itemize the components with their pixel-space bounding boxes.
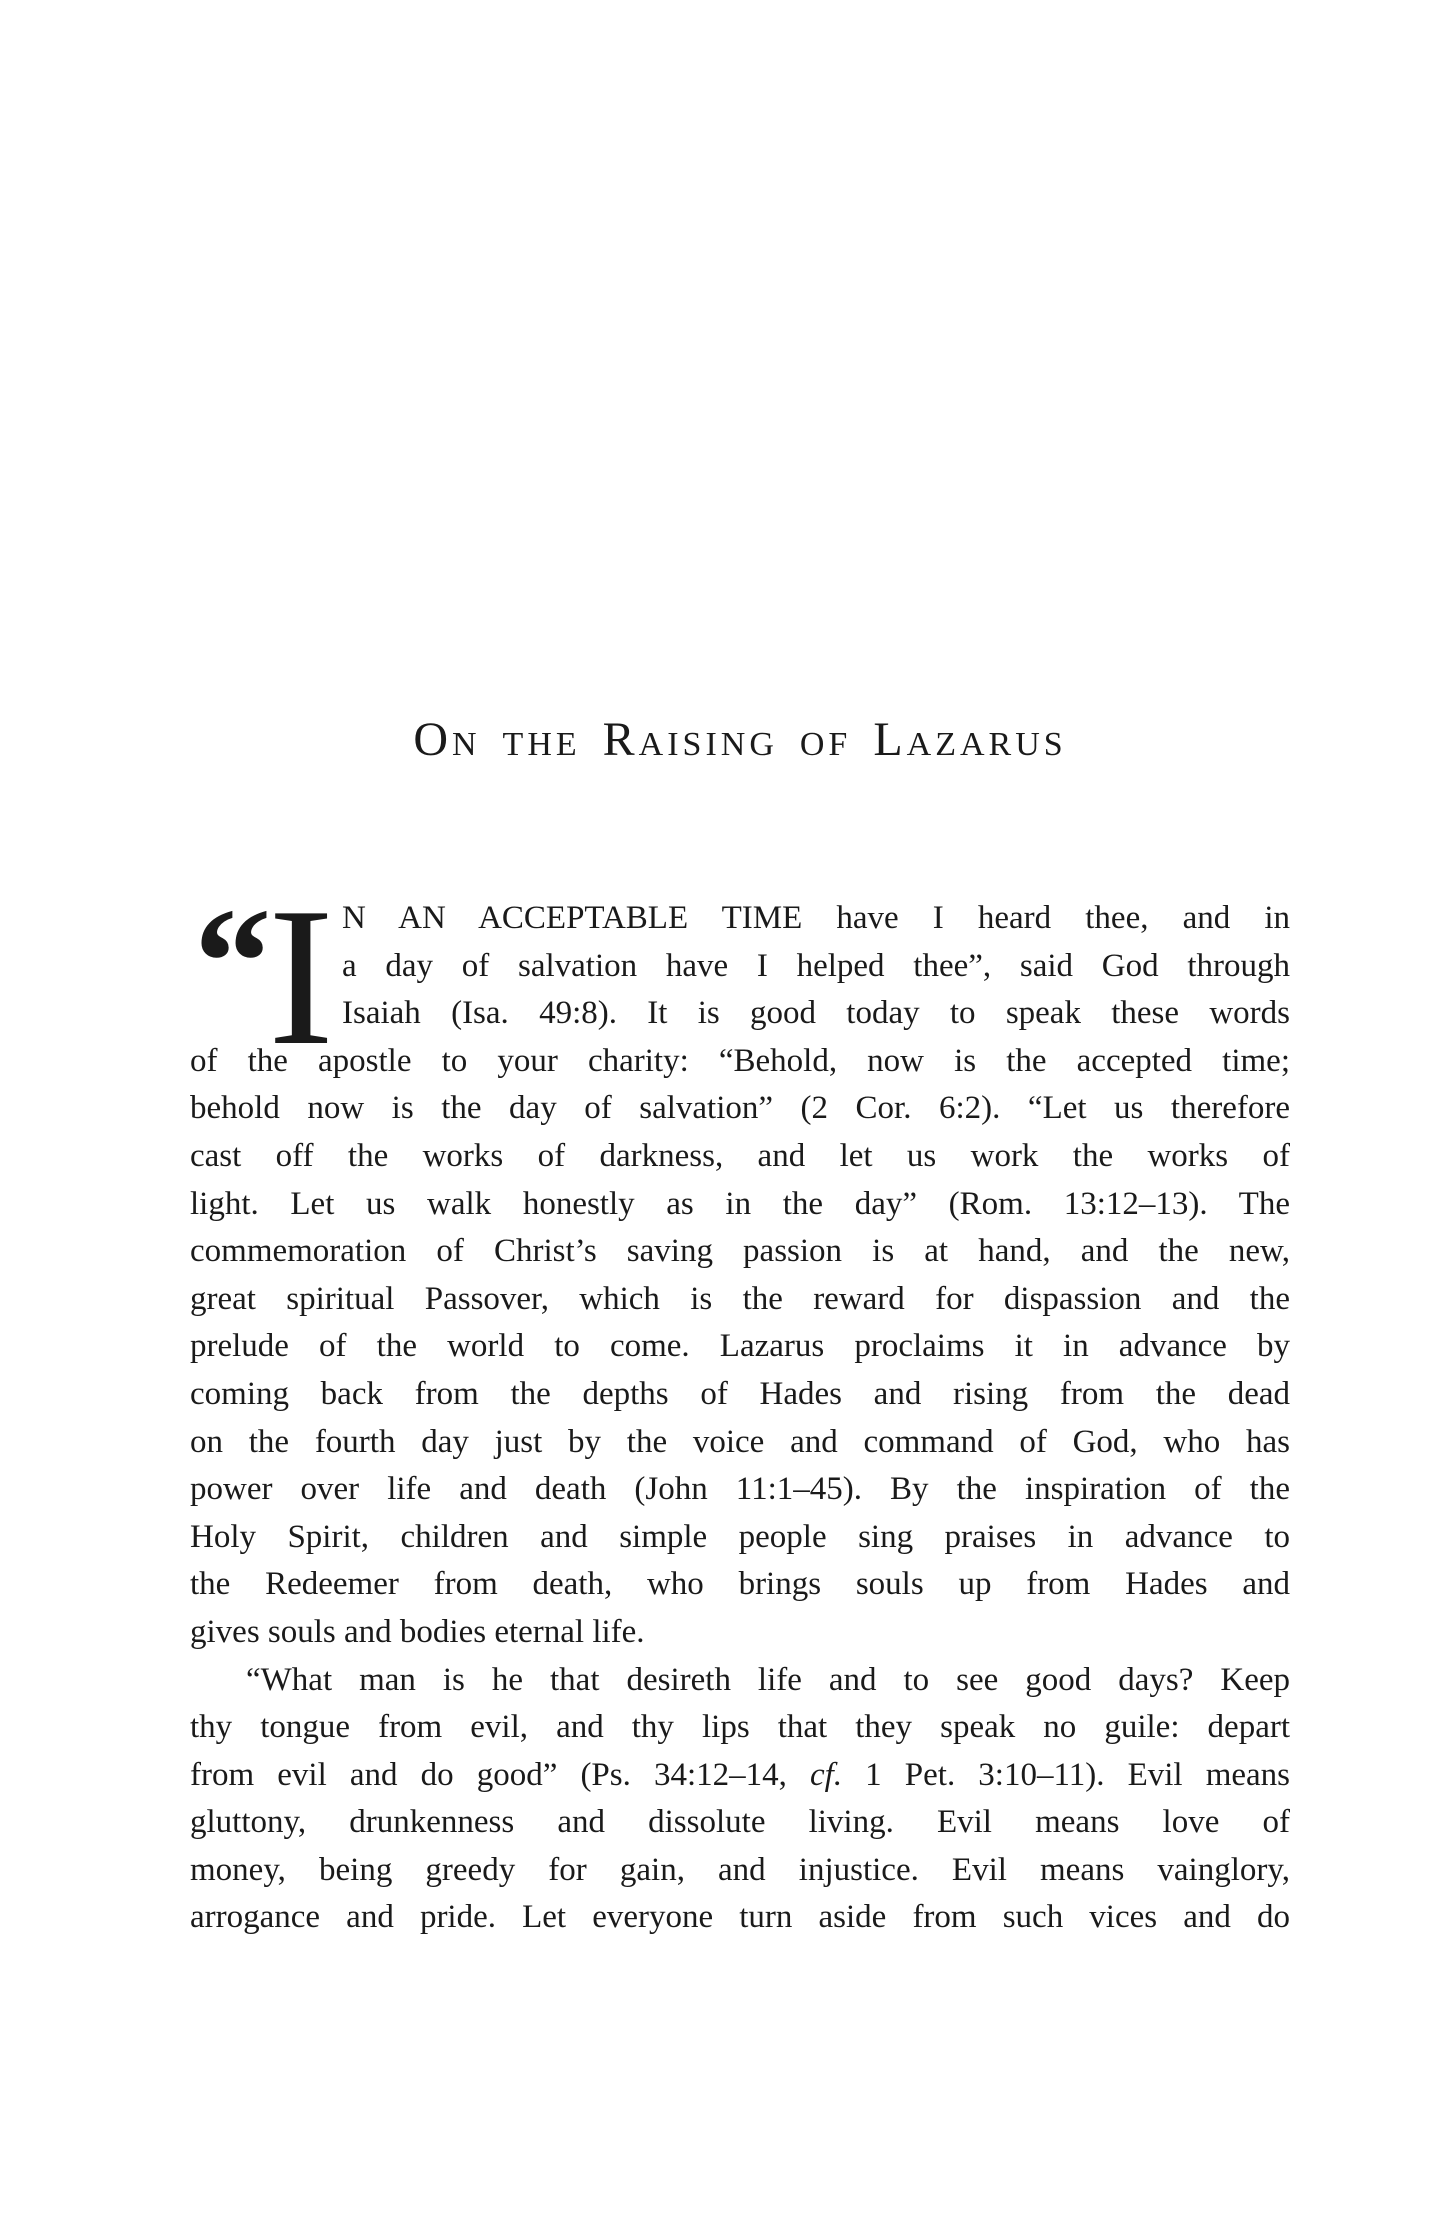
text-line: behold now is the day of salvation” (2 Cor. 6:2). “Let us therefore [190,1090,1290,1127]
text-line: a day of salvation have I helped thee”, said God through [342,947,1290,984]
paragraph [190,1657,1290,1943]
text-line: “What man is he that desireth life and to see good days? Keep [246,1661,1290,1698]
text-line: gives souls and bodies eternal life. [190,1613,645,1650]
text-line: great spiritual Passover, which is the reward for dispassion and the [190,1280,1290,1317]
drop-cap: I [268,867,334,1086]
text-line: on the fourth day just by the voice and command of God, who has [190,1423,1290,1460]
body-text [190,867,1290,1942]
opening-quote: “ [194,876,254,1048]
text-line: light. Let us walk honestly as in the day” (Rom. 13:12–13). The [190,1185,1290,1222]
text-line: coming back from the depths of Hades and rising from the dead [190,1375,1290,1412]
text-line: power over life and death (John 11:1–45). By the inspiration of the [190,1471,1290,1508]
text-line: cast off the works of darkness, and let us work the works of [190,1137,1290,1174]
text-line: arrogance and pride. Let everyone turn aside from such vices and do [190,1899,1290,1936]
text-line: commemoration of Christ’s saving passion is at hand, and the new, [190,1233,1290,1270]
drop-cap-group [190,867,342,1086]
text-line: money, being greedy for gain, and injustice. Evil means vainglory, [190,1851,1290,1888]
text-line: Holy Spirit, children and simple people sing praises in advance to [190,1518,1290,1555]
text-line: thy tongue from evil, and thy lips that they speak no guile: depart [190,1709,1290,1746]
paragraph [190,867,1290,1657]
text-line: from evil and do good” (Ps. 34:12–14, cf. 1 Pet. 3:10–11). Evil means [190,1756,1290,1793]
text-line: of the apostle to your charity: “Behold, now is the accepted time; [190,1042,1290,1079]
chapter-title: On the Raising of Lazarus [413,713,1067,766]
text-line: Isaiah (Isa. 49:8). It is good today to speak these words [342,995,1290,1032]
text-line: the Redeemer from death, who brings souls up from Hades and [190,1566,1290,1603]
text-line: prelude of the world to come. Lazarus proclaims it in advance by [190,1328,1290,1365]
text-line: N AN ACCEPTABLE TIME have I heard thee, and in [342,900,1290,936]
text-line: gluttony, drunkenness and dissolute living. Evil means love of [190,1804,1290,1841]
